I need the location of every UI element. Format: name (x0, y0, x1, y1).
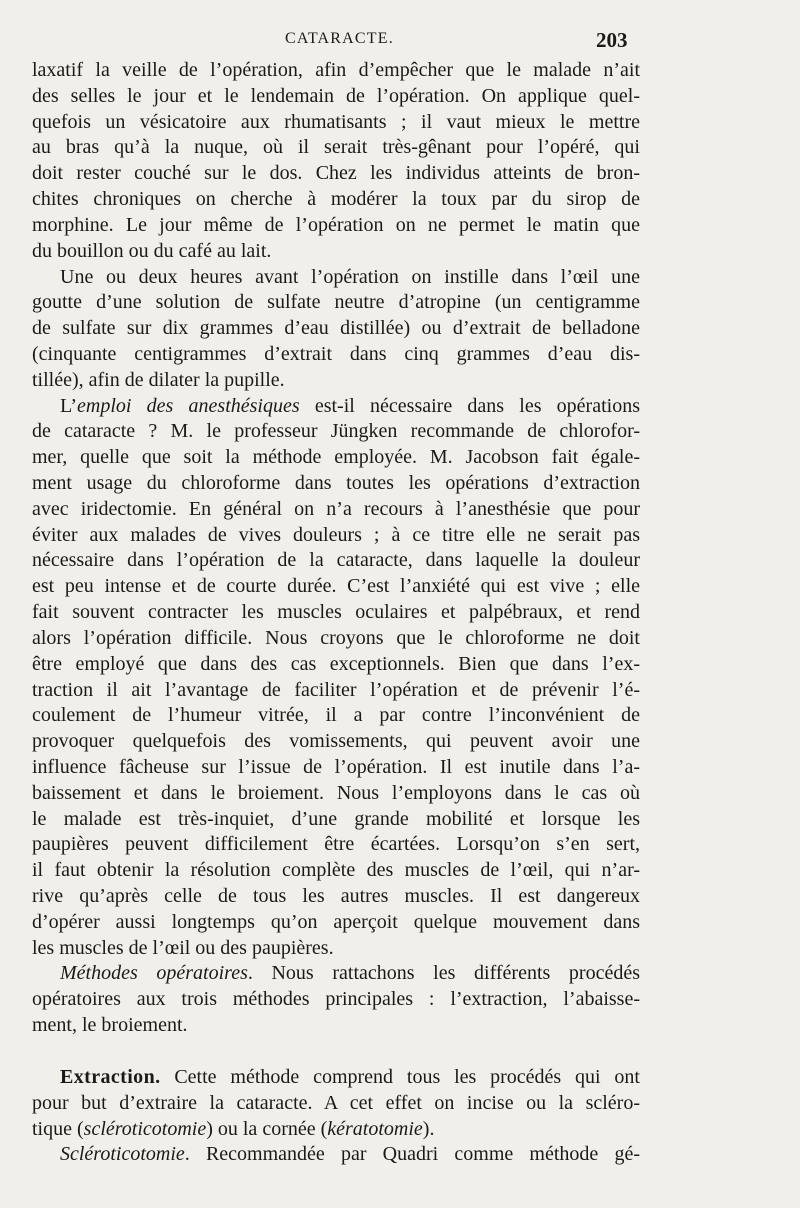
text-line: rive qu’après celle de tous les autres muscles. Il est dangereux (32, 885, 640, 907)
text-line: coulement de l’humeur vitrée, il a par contre l’inconvénient de (32, 704, 640, 727)
text-line (32, 394, 640, 420)
text-line: laxatif la veille de l’opération, afin d’empêcher que le malade n’ait (32, 59, 640, 81)
paragraph-anesthesia (32, 394, 640, 962)
italic-term: Méthodes opératoires (60, 962, 248, 985)
text-line: influence fâcheuse sur l’issue de l’opération. Il est inutile dans l’a- (32, 755, 640, 778)
text-line (32, 1117, 640, 1143)
text-line: alors l’opération difficile. Nous croyons que le chloroforme ne doit (32, 626, 640, 649)
text-line: tillée), afin de dilater la pupille. (32, 368, 285, 391)
text-line: Une ou deux heures avant l’opération on instille dans l’œil une (60, 265, 640, 288)
text-line: quefois un vésicatoire aux rhumatisants ; il vaut mieux le mettre (32, 110, 640, 133)
line-text: . Recommandée par Quadri comme méthode gé- (184, 1143, 640, 1166)
italic-term: emploi des anesthésiques (77, 394, 300, 417)
text-line: ment usage du chloroforme dans toutes les opérations d’extraction (32, 472, 640, 494)
paragraph-atropine (32, 265, 640, 394)
text-line: des selles le jour et le lendemain de l’opération. On applique quel- (32, 84, 640, 107)
text-line: traction il ait l’avantage de faciliter l’opération et de prévenir l’é- (32, 678, 640, 701)
text-line: nécessaire dans l’opération de la cataracte, dans laquelle la douleur (32, 549, 640, 572)
line-text: tique ( (32, 1117, 84, 1140)
italic-term: Scléroticotomie (60, 1143, 185, 1166)
page-number: 203 (596, 28, 628, 52)
text-line: il faut obtenir la résolution complète des muscles de l’œil, qui n’ar- (32, 859, 640, 882)
text-line: de sulfate sur dix grammes d’eau distillée) ou d’extrait de belladone (32, 317, 640, 340)
text-line: ment, le broiement. (32, 1014, 188, 1037)
paragraph-preparation (32, 58, 640, 265)
section-heading: Extraction. (60, 1065, 161, 1088)
line-text: ) ou la cornée ( (206, 1117, 328, 1140)
text-line: du bouillon ou du café au lait. (32, 239, 272, 262)
text-line: avec iridectomie. En général on n’a recours à l’anesthésie que pour (32, 497, 640, 520)
paragraph-methods (32, 961, 640, 1038)
section-extraction (32, 1065, 640, 1142)
running-header (0, 28, 800, 58)
text-line: au bras qu’à la nuque, où il serait très-gênant pour l’opéré, qui (32, 136, 640, 159)
paragraph-scleroticotomie (32, 1142, 640, 1168)
italic-term: scléroticotomie (83, 1117, 207, 1140)
text-line: pour but d’extraire la cataracte. A cet effet on incise ou la scléro- (32, 1091, 640, 1114)
italic-term: kératotomie (327, 1117, 423, 1140)
running-title: CATARACTE. (285, 30, 394, 47)
text-line: opératoires aux trois méthodes principales : l’extraction, l’abaisse- (32, 988, 640, 1011)
text-line: paupières peuvent difficilement être écartées. Lorsqu’on s’en sert, (32, 833, 640, 856)
text-line: le malade est très-inquiet, d’une grande mobilité et lorsque les (32, 807, 640, 830)
text-line: morphine. Le jour même de l’opération on ne permet le matin que (32, 213, 640, 236)
text-line: les muscles de l’œil ou des paupières. (32, 936, 334, 959)
text-line: chites chroniques on cherche à modérer la toux par du sirop de (32, 188, 640, 211)
line-text: . Nous rattachons les différents procédés (247, 962, 640, 985)
text-line: éviter aux malades de vives douleurs ; à ce titre elle ne serait pas (32, 523, 640, 546)
text-line (32, 961, 640, 987)
text-line: goutte d’une solution de sulfate neutre d’atropine (un centigramme (32, 291, 640, 314)
section-spacer (32, 1039, 640, 1065)
line-text: ). (422, 1117, 435, 1140)
body-text (32, 58, 640, 1168)
text-line: être employé que dans des cas exceptionnels. Bien que dans l’ex- (32, 652, 640, 675)
text-line: est peu intense et de courte durée. C’est l’anxiété qui est vive ; elle (32, 575, 640, 598)
text-line: fait souvent contracter les muscles oculaires et palpébraux, et rend (32, 601, 640, 624)
text-line: mer, quelle que soit la méthode employée. M. Jacobson fait égale- (32, 446, 640, 469)
text-line (32, 1065, 640, 1091)
text-line (32, 1142, 640, 1168)
line-text: L’ (60, 394, 78, 417)
text-line: doit rester couché sur le dos. Chez les individus atteints de bron- (32, 162, 640, 185)
text-line: (cinquante centigrammes d’extrait dans cinq grammes d’eau dis- (32, 342, 640, 365)
text-line: baissement et dans le broiement. Nous l’employons dans le cas où (32, 781, 640, 804)
line-text: est-il nécessaire dans les opérations (299, 394, 640, 417)
text-line: de cataracte ? M. le professeur Jüngken recommande de chlorofor- (32, 420, 640, 443)
line-text: Cette méthode comprend tous les procédés qui ont (160, 1065, 640, 1088)
text-line: d’opérer aussi longtemps qu’on aperçoit quelque mouvement dans (32, 910, 640, 933)
text-line: provoquer quelquefois des vomissements, qui peuvent avoir une (32, 730, 640, 753)
